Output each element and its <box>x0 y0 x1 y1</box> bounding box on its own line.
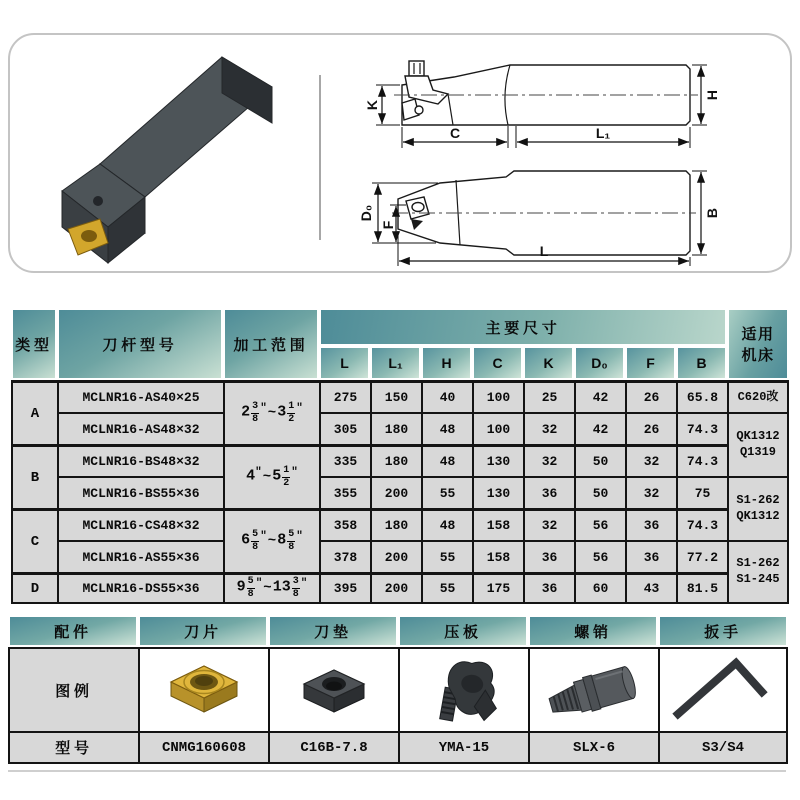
table-row <box>11 572 789 604</box>
dim-cell: 180 <box>370 508 421 540</box>
col-header-dim-c: C <box>472 346 523 380</box>
col-header-dim-d0: D₀ <box>574 346 625 380</box>
screw-pin-image <box>531 650 657 730</box>
dim-cell: 32 <box>523 508 574 540</box>
shim-image <box>271 650 397 730</box>
dim-cell: 158 <box>472 508 523 540</box>
table-row <box>11 380 789 412</box>
acc-header-clamp: 压板 <box>398 615 528 647</box>
insert-image <box>141 650 267 730</box>
accessories-table <box>8 615 788 764</box>
acc-model-insert: CNMG160608 <box>138 731 268 764</box>
acc-model-shim: C16B-7.8 <box>268 731 398 764</box>
dim-cell: 200 <box>370 572 421 604</box>
dim-cell: 48 <box>421 444 472 476</box>
dim-label-h: H <box>704 89 720 101</box>
acc-header-peijian: 配件 <box>8 615 138 647</box>
dim-cell: 32 <box>523 412 574 444</box>
dim-cell: 32 <box>625 444 676 476</box>
clamp-image <box>401 650 527 730</box>
table-row <box>11 540 789 572</box>
dim-cell: 25 <box>523 380 574 412</box>
type-cell: D <box>11 572 57 604</box>
dim-cell: 55 <box>421 476 472 508</box>
dim-cell: 40 <box>421 380 472 412</box>
dim-cell: 275 <box>319 380 370 412</box>
model-cell: MCLNR16-BS48×32 <box>57 444 223 476</box>
dim-label-l1: L₁ <box>595 125 611 141</box>
dim-cell: 150 <box>370 380 421 412</box>
tool-3d-view <box>62 57 272 263</box>
type-cell: C <box>11 508 57 572</box>
legend-row <box>8 647 788 731</box>
dim-cell: 75 <box>676 476 727 508</box>
col-header-machine <box>727 308 789 380</box>
range-cell: 4"~5 $\frac{1}{2}$ " <box>223 444 319 508</box>
dim-cell: 158 <box>472 540 523 572</box>
dim-cell: 56 <box>574 508 625 540</box>
machine-cell: S1-262 QK1312 <box>727 476 789 540</box>
dim-cell: 200 <box>370 540 421 572</box>
machine-cell: S1-262 S1-245 <box>727 540 789 604</box>
dim-cell: 50 <box>574 444 625 476</box>
dim-cell: 130 <box>472 476 523 508</box>
col-header-range: 加工范围 <box>223 308 319 380</box>
tool-drawings-svg <box>10 35 790 269</box>
dim-cell: 130 <box>472 444 523 476</box>
dim-cell: 55 <box>421 540 472 572</box>
dim-cell: 378 <box>319 540 370 572</box>
dim-cell: 175 <box>472 572 523 604</box>
dim-label-k: K <box>364 99 380 111</box>
dim-cell: 395 <box>319 572 370 604</box>
dim-cell: 100 <box>472 412 523 444</box>
dim-cell: 26 <box>625 412 676 444</box>
dim-label-b: B <box>704 207 720 219</box>
table-row <box>11 508 789 540</box>
dim-label-c: C <box>449 125 461 141</box>
dim-cell: 36 <box>625 508 676 540</box>
dim-cell: 180 <box>370 444 421 476</box>
dim-cell: 77.2 <box>676 540 727 572</box>
model-cell: MCLNR16-AS55×36 <box>57 540 223 572</box>
range-cell: 2 $\frac{3}{8}$ "~3 $\frac{1}{2}$ " <box>223 380 319 444</box>
col-header-dim-b: B <box>676 346 727 380</box>
model-cell: MCLNR16-CS48×32 <box>57 508 223 540</box>
table-row <box>11 476 789 508</box>
dim-cell: 180 <box>370 412 421 444</box>
col-header-dim-l1: L₁ <box>370 346 421 380</box>
table-row <box>11 412 789 444</box>
dim-cell: 355 <box>319 476 370 508</box>
table-row <box>11 444 789 476</box>
dim-cell: 358 <box>319 508 370 540</box>
dim-cell: 32 <box>625 476 676 508</box>
dim-label-l: L <box>539 243 549 259</box>
dim-cell: 43 <box>625 572 676 604</box>
acc-header-insert: 刀片 <box>138 615 268 647</box>
insert-image-cell <box>138 647 268 731</box>
dim-cell: 74.3 <box>676 444 727 476</box>
model-cell: MCLNR16-AS48×32 <box>57 412 223 444</box>
dim-cell: 32 <box>523 444 574 476</box>
dim-cell: 335 <box>319 444 370 476</box>
acc-header-shim: 刀垫 <box>268 615 398 647</box>
acc-header-pin: 螺销 <box>528 615 658 647</box>
clamp-image-cell <box>398 647 528 731</box>
dim-cell: 74.3 <box>676 508 727 540</box>
legend-label-cell: 图例 <box>8 647 138 731</box>
dim-cell: 81.5 <box>676 572 727 604</box>
dim-cell: 50 <box>574 476 625 508</box>
acc-model-pin: SLX-6 <box>528 731 658 764</box>
col-header-model: 刀杆型号 <box>57 308 223 380</box>
dim-cell: 48 <box>421 508 472 540</box>
model-cell: MCLNR16-BS55×36 <box>57 476 223 508</box>
spec-table <box>11 308 789 604</box>
wrench-image <box>660 650 786 730</box>
dim-cell: 74.3 <box>676 412 727 444</box>
dim-cell: 36 <box>523 540 574 572</box>
machine-cell: QK1312 Q1319 <box>727 412 789 476</box>
acc-model-clamp: YMA-15 <box>398 731 528 764</box>
dim-cell: 100 <box>472 380 523 412</box>
col-header-dim-k: K <box>523 346 574 380</box>
dim-cell: 36 <box>625 540 676 572</box>
dim-cell: 48 <box>421 412 472 444</box>
wrench-image-cell <box>658 647 788 731</box>
dim-cell: 36 <box>523 572 574 604</box>
acc-model-wrench: S3/S4 <box>658 731 788 764</box>
tool-side-view <box>364 61 720 148</box>
col-header-dim-l: L <box>319 346 370 380</box>
dim-cell: 26 <box>625 380 676 412</box>
dim-cell: 56 <box>574 540 625 572</box>
col-header-type: 类型 <box>11 308 57 380</box>
type-cell: A <box>11 380 57 444</box>
model-cell: MCLNR16-AS40×25 <box>57 380 223 412</box>
dim-cell: 42 <box>574 412 625 444</box>
bottom-divider <box>8 770 786 772</box>
dim-cell: 36 <box>523 476 574 508</box>
dim-cell: 65.8 <box>676 380 727 412</box>
dim-cell: 60 <box>574 572 625 604</box>
dim-cell: 42 <box>574 380 625 412</box>
col-header-dim-f: F <box>625 346 676 380</box>
dim-cell: 55 <box>421 572 472 604</box>
shim-image-cell <box>268 647 398 731</box>
model-label-cell: 型号 <box>8 731 138 764</box>
model-row <box>8 731 788 764</box>
col-header-dim-h: H <box>421 346 472 380</box>
screw-pin-image-cell <box>528 647 658 731</box>
acc-header-wrench: 扳手 <box>658 615 788 647</box>
range-cell: 9 $\frac{5}{8}$ "~13 $\frac{3}{8}$ " <box>223 572 319 604</box>
clamp-screw-3d <box>93 196 103 206</box>
technical-drawing-panel <box>8 33 792 273</box>
machine-header-line1: 适用 <box>741 326 775 343</box>
model-cell: MCLNR16-DS55×36 <box>57 572 223 604</box>
type-cell: B <box>11 444 57 508</box>
tool-top-view <box>358 171 720 266</box>
col-header-dims-group: 主要尺寸 <box>319 308 727 346</box>
dim-label-f: F <box>380 220 396 230</box>
dim-label-d0: D₀ <box>358 204 374 222</box>
machine-header-line2: 机床 <box>741 347 775 364</box>
dim-cell: 305 <box>319 412 370 444</box>
dim-cell: 200 <box>370 476 421 508</box>
range-cell: 6 $\frac{5}{8}$ "~8 $\frac{5}{8}$ " <box>223 508 319 572</box>
machine-cell: C620改 <box>727 380 789 412</box>
